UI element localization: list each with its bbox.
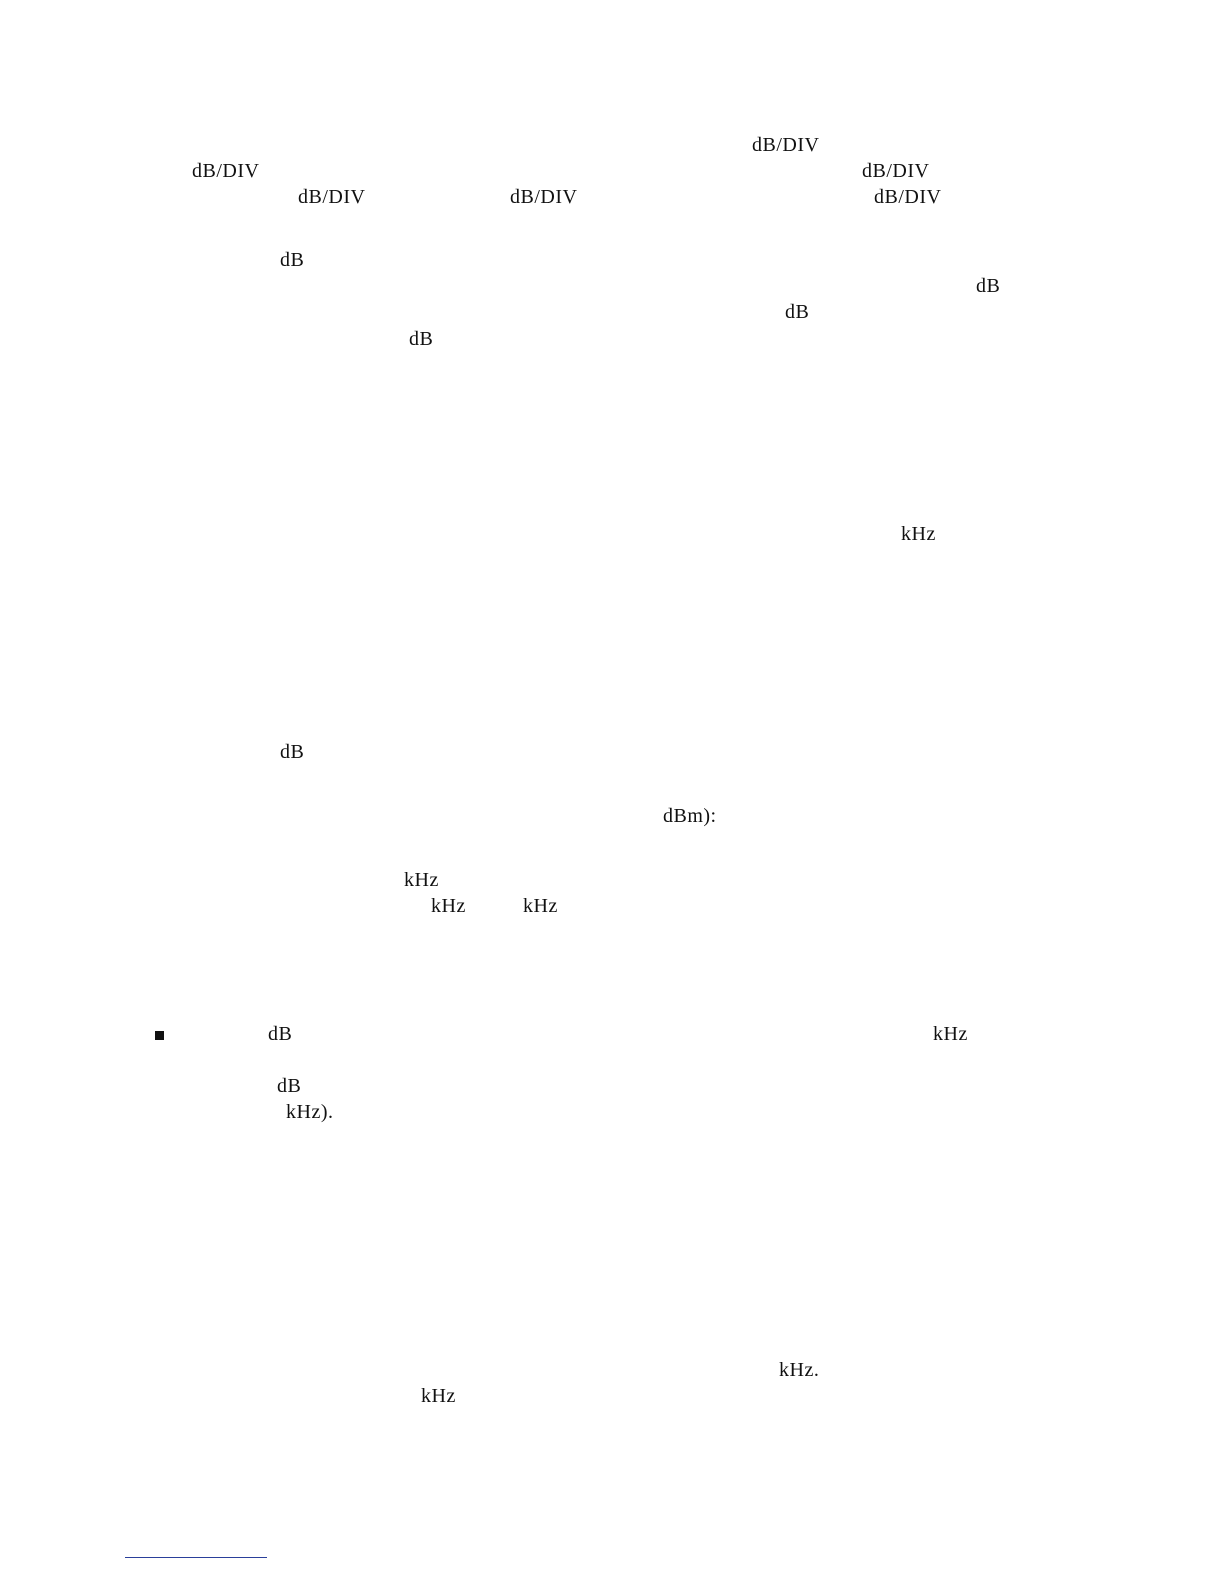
- unit-label-db-per-div: dB/DIV: [752, 134, 820, 156]
- unit-label-db: dB: [280, 741, 305, 763]
- unit-label-khz: kHz: [933, 1023, 968, 1045]
- unit-label-khz: kHz: [421, 1385, 456, 1407]
- unit-label-db-per-div: dB/DIV: [874, 186, 942, 208]
- unit-label-khz: kHz.: [779, 1359, 820, 1381]
- unit-label-db-per-div: dB/DIV: [298, 186, 366, 208]
- unit-label-khz: kHz: [404, 869, 439, 891]
- unit-label-dbm: dBm):: [663, 805, 717, 827]
- unit-label-db-per-div: dB/DIV: [862, 160, 930, 182]
- unit-label-db: dB: [409, 328, 434, 350]
- unit-label-db-per-div: dB/DIV: [510, 186, 578, 208]
- unit-label-db: dB: [280, 249, 305, 271]
- unit-label-db-per-div: dB/DIV: [192, 160, 260, 182]
- unit-label-khz: kHz: [523, 895, 558, 917]
- unit-label-db: dB: [277, 1075, 302, 1097]
- unit-label-db: dB: [785, 301, 810, 323]
- unit-label-db: dB: [268, 1023, 293, 1045]
- unit-label-khz: kHz).: [286, 1101, 334, 1123]
- unit-label-khz: kHz: [431, 895, 466, 917]
- footnote-divider: [125, 1557, 267, 1558]
- unit-label-khz: kHz: [901, 523, 936, 545]
- unit-label-db: dB: [976, 275, 1001, 297]
- square-bullet-icon: [155, 1031, 164, 1040]
